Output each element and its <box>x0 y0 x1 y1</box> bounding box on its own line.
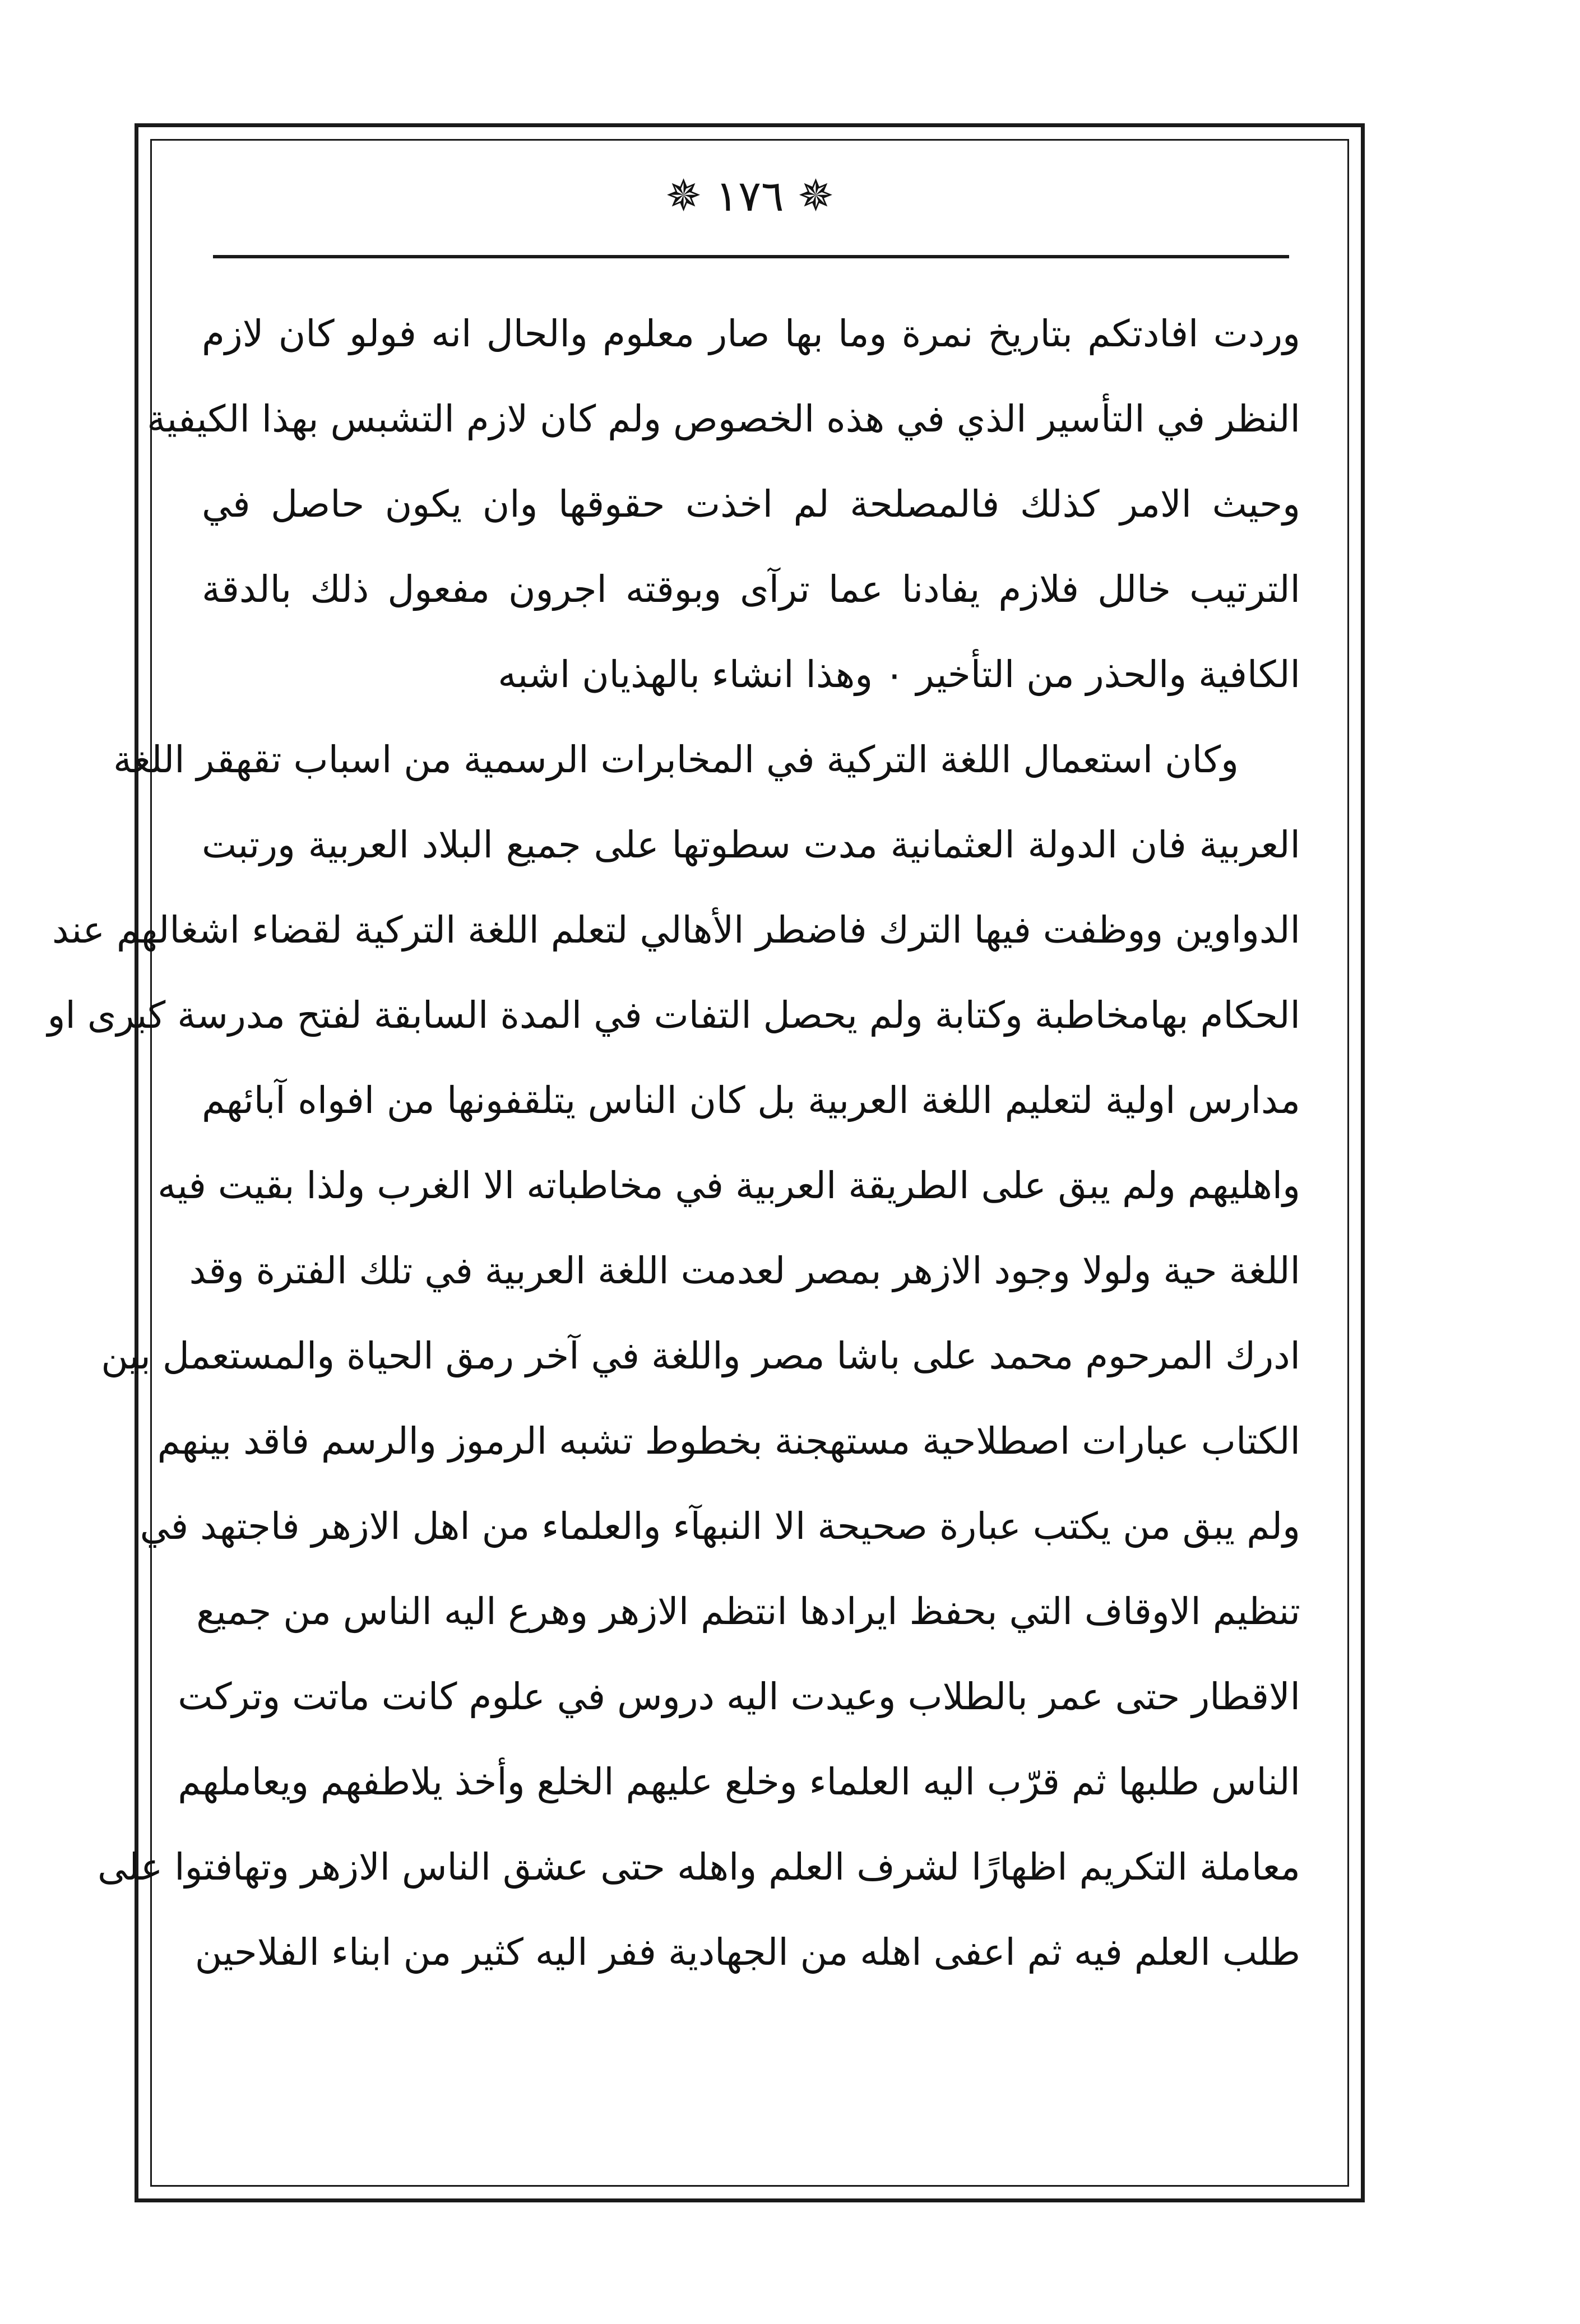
text-line: الحكام بهامخاطبة وكتابة ولم يحصل التفات في المدة السابقة لفتح مدرسة كبرى او <box>47 994 1300 1037</box>
text-line: وردت افادتكم بتاريخ نمرة وما بها صار معلوم والحال انه فولو كان لازم <box>202 312 1300 355</box>
text-line: مدارس اولية لتعليم اللغة العربية بل كان الناس يتلقفونها من افواه آبائهم <box>202 1079 1300 1122</box>
body-text <box>47 291 1300 1995</box>
text-line: النظر في التأسير الذي في هذه الخصوص ولم كان لازم التشبس بهذا الكيفية <box>147 397 1300 440</box>
text-line: الكتاب عبارات اصطلاحية مستهجنة بخطوط تشبه الرموز والرسم فاقد بينهم <box>157 1420 1300 1463</box>
paragraph <box>47 717 1300 1995</box>
text-line: الكافية والحذر من التأخير ٠ وهذا انشاء بالهذيان اشبه <box>498 653 1300 696</box>
text-line: تنظيم الاوقاف التي بحفظ ايرادها انتظم الازهر وهرع اليه الناس من جميع <box>196 1590 1300 1633</box>
text-line: معاملة التكريم اظهارًا لشرف العلم واهله حتى عشق الناس الازهر وتهافتوا على <box>98 1845 1300 1889</box>
star-ornament-icon: ✵ <box>797 171 835 221</box>
header-divider <box>213 255 1289 258</box>
text-line: وكان استعمال اللغة التركية في المخابرات الرسمية من اسباب تقهقر اللغة <box>113 738 1239 781</box>
text-line: واهليهم ولم يبق على الطريقة العربية في مخاطباته الا الغرب ولذا بقيت فيه <box>157 1164 1300 1207</box>
text-line: الدواوين ووظفت فيها الترك فاضطر الأهالي لتعلم اللغة التركية لقضاء اشغالهم عند <box>52 908 1300 952</box>
text-line: اللغة حية ولولا وجود الازهر بمصر لعدمت اللغة العربية في تلك الفترة وقد <box>189 1249 1300 1292</box>
text-line: الناس طلبها ثم قرّب اليه العلماء وخلع عليهم الخلع وأخذ يلاطفهم ويعاملهم <box>178 1760 1300 1803</box>
star-ornament-icon: ✵ <box>665 171 702 221</box>
text-line: طلب العلم فيه ثم اعفى اهله من الجهادية ففر اليه كثير من ابناء الفلاحين <box>194 1931 1300 1974</box>
text-line: الترتيب خالل فلازم يفادنا عما ترآى وبوقته اجرون مفعول ذلك بالدقة <box>202 568 1300 611</box>
text-line: وحيث الامر كذلك فالمصلحة لم اخذت حقوقها وان يكون حاصل في <box>202 483 1300 526</box>
text-line: ادرك المرحوم محمد على باشا مصر واللغة في آخر رمق الحياة والمستعمل بين <box>101 1334 1300 1377</box>
page-header <box>150 163 1349 230</box>
paragraph <box>147 291 1300 717</box>
text-line: ولم يبق من يكتب عبارة صحيحة الا النبهآء والعلماء من اهل الازهر فاجتهد في <box>140 1505 1300 1548</box>
text-line: الاقطار حتى عمر بالطلاب وعيدت اليه دروس في علوم كانت ماتت وتركت <box>178 1675 1300 1718</box>
page-number: ١٧٦ <box>715 171 784 221</box>
text-line: العربية فان الدولة العثمانية مدت سطوتها على جميع البلاد العربية ورتبت <box>202 823 1300 866</box>
